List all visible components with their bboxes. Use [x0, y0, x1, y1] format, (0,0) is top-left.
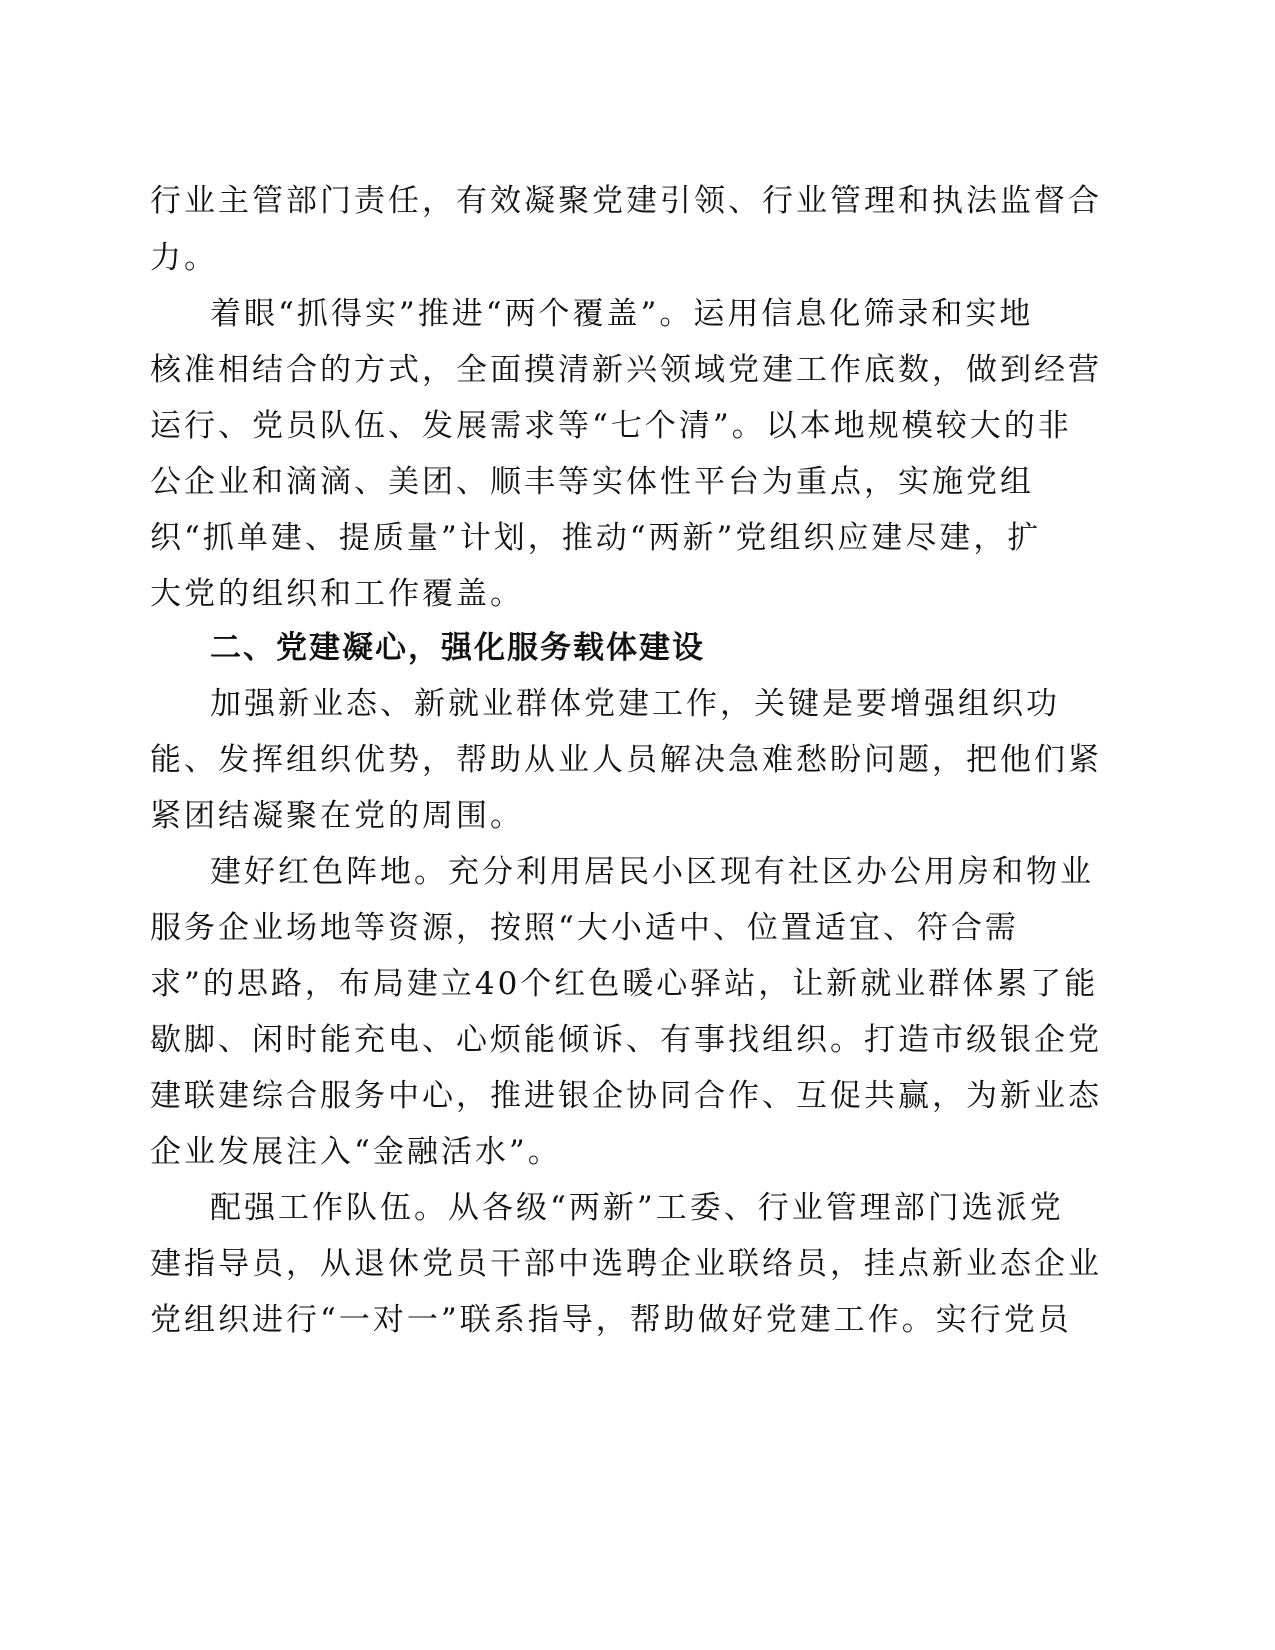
text-line: 能、发挥组织优势，帮助从业人员解决急难愁盼问题，把他们紧	[150, 742, 1102, 778]
text-line: 歇脚、闲时能充电、心烦能倾诉、有事找组织。打造市级银企党	[150, 1022, 1102, 1058]
text-line: 企业发展注入“金融活水”。	[150, 1134, 562, 1170]
text-line: 运行、党员队伍、发展需求等“七个清”。以本地规模较大的非	[150, 408, 1072, 444]
text-line: 求”的思路，布局建立40个红色暖心驿站，让新就业群体累了能	[150, 966, 1099, 1002]
text-line: 建指导员，从退休党员干部中选聘企业联络员，挂点新业态企业	[150, 1246, 1102, 1282]
text-line: 建联建综合服务中心，推进银企协同合作、互促共赢，为新业态	[150, 1078, 1102, 1114]
section-heading: 二、党建凝心，强化服务载体建设	[210, 630, 705, 666]
paragraph-first-line: 加强新业态、新就业群体党建工作，关键是要增强组织功	[210, 686, 1060, 722]
paragraph-first-line: 配强工作队伍。从各级“两新”工委、行业管理部门选派党	[210, 1190, 1064, 1226]
text-line: 党组织进行“一对一”联系指导，帮助做好党建工作。实行党员	[150, 1302, 1072, 1338]
text-line: 织“抓单建、提质量”计划，推动“两新”党组织应建尽建，扩	[150, 520, 1042, 556]
text-line: 力。	[150, 240, 218, 276]
paragraph-first-line: 着眼“抓得实”推进“两个覆盖”。运用信息化筛录和实地	[210, 296, 1034, 332]
text-line: 公企业和滴滴、美团、顺丰等实体性平台为重点，实施党组	[150, 464, 1034, 500]
text-line: 核准相结合的方式，全面摸清新兴领域党建工作底数，做到经营	[150, 352, 1102, 388]
text-line: 紧团结凝聚在党的周围。	[150, 798, 524, 834]
text-line: 行业主管部门责任，有效凝聚党建引领、行业管理和执法监督合	[150, 183, 1102, 219]
text-line: 服务企业场地等资源，按照“大小适中、位置适宜、符合需	[150, 910, 1019, 946]
text-line: 大党的组织和工作覆盖。	[150, 576, 524, 612]
paragraph-first-line: 建好红色阵地。充分利用居民小区现有社区办公用房和物业	[210, 854, 1094, 890]
